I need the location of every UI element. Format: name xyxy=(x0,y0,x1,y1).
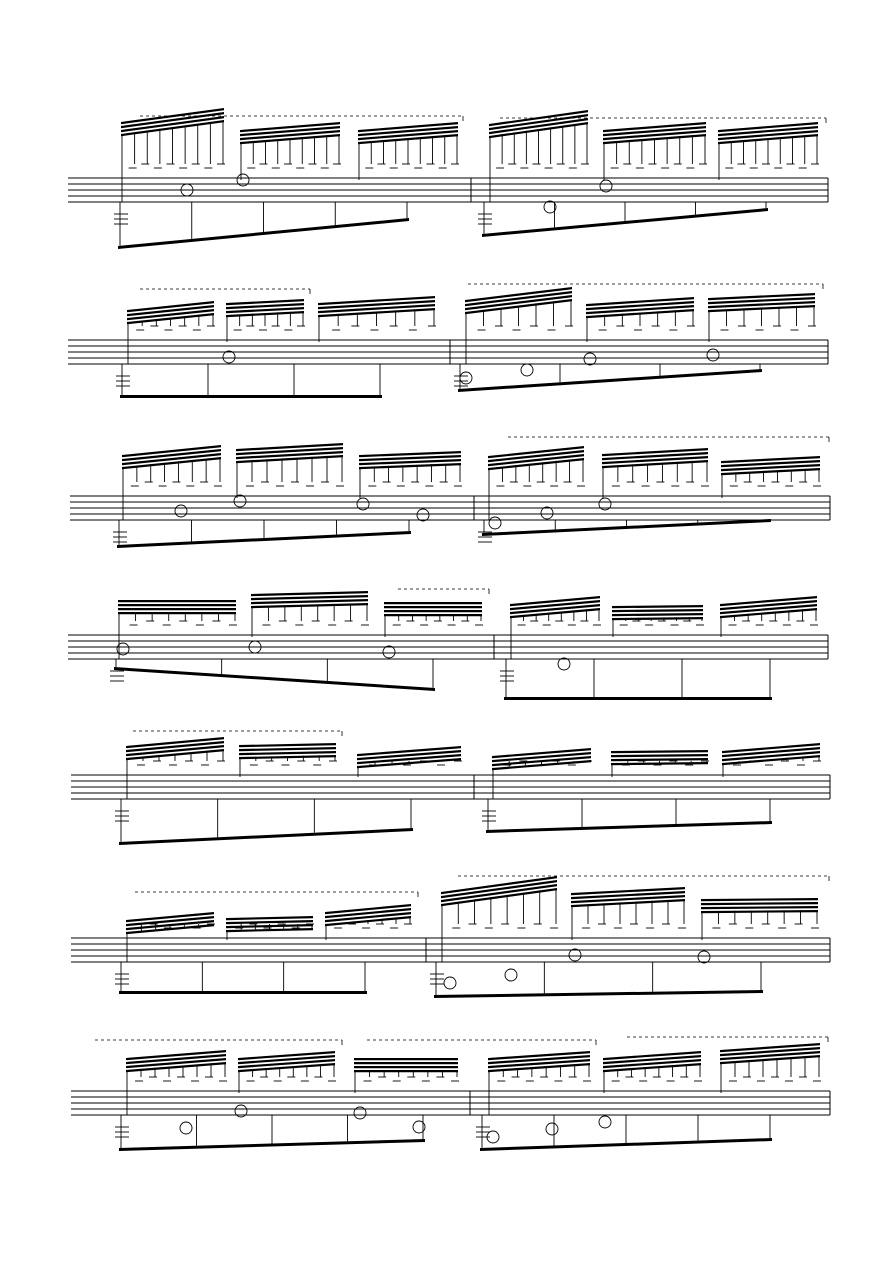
beam xyxy=(384,602,482,604)
beam xyxy=(120,395,382,398)
open-note-circle xyxy=(521,364,533,376)
beam-group xyxy=(441,876,558,962)
beam xyxy=(611,754,708,757)
system-4 xyxy=(68,589,828,700)
open-note-circle xyxy=(417,509,429,521)
open-note-circle xyxy=(584,353,596,365)
open-note-circle xyxy=(460,372,472,384)
beam xyxy=(504,697,772,700)
beam-group xyxy=(571,887,686,940)
beam-group xyxy=(722,743,821,777)
system-7 xyxy=(71,1037,830,1151)
beam-group xyxy=(325,904,412,940)
beam-group xyxy=(488,1051,591,1115)
staff xyxy=(71,938,830,962)
beam-group xyxy=(611,750,709,777)
system-1 xyxy=(68,108,828,249)
beam xyxy=(119,991,367,994)
beam-group xyxy=(602,448,709,498)
beam xyxy=(226,916,313,920)
lower-voice xyxy=(116,364,382,398)
beam-group xyxy=(251,591,369,637)
beam xyxy=(612,605,703,608)
beam xyxy=(251,599,368,604)
beam xyxy=(612,609,703,612)
lower-voice xyxy=(454,364,762,392)
lower-voice xyxy=(115,1115,425,1151)
beam-group xyxy=(318,296,436,342)
open-note-circle xyxy=(541,507,553,519)
beam xyxy=(612,613,703,616)
beam xyxy=(118,608,236,610)
open-note-circle xyxy=(558,658,570,670)
staff xyxy=(68,340,828,364)
system-6 xyxy=(71,876,830,998)
lower-voice xyxy=(110,659,435,691)
beam-group xyxy=(510,596,601,659)
beam-group xyxy=(612,605,704,637)
beam xyxy=(384,610,482,612)
beam xyxy=(226,920,313,924)
beam-group xyxy=(489,110,589,202)
beam-group xyxy=(721,456,821,498)
open-note-circle xyxy=(223,351,235,363)
beam-group xyxy=(121,108,225,202)
lower-voice xyxy=(115,962,367,994)
beam xyxy=(239,747,336,751)
open-note-circle xyxy=(175,505,187,517)
beam xyxy=(701,898,818,901)
beam xyxy=(701,906,818,909)
open-note-circle xyxy=(569,949,581,961)
beam-group xyxy=(126,912,215,962)
open-note-circle xyxy=(383,646,395,658)
open-note-circle xyxy=(698,951,710,963)
open-note-circle xyxy=(707,349,719,361)
open-note-circle xyxy=(505,969,517,981)
beam-group xyxy=(465,287,573,364)
beam xyxy=(611,758,708,761)
beam xyxy=(458,369,762,392)
beam xyxy=(701,902,818,905)
beam-group xyxy=(384,602,483,637)
lower-voice xyxy=(500,659,772,700)
beam xyxy=(354,1062,458,1064)
beam xyxy=(251,595,368,600)
beam xyxy=(118,604,236,606)
beam xyxy=(354,1066,458,1068)
lower-voice xyxy=(430,962,763,998)
beam xyxy=(119,828,413,845)
system-5 xyxy=(71,731,830,845)
staff xyxy=(71,1091,830,1115)
open-note-circle xyxy=(489,517,501,529)
beam-group xyxy=(492,748,592,799)
open-note-circle xyxy=(180,1122,192,1134)
beam xyxy=(611,750,708,753)
beam xyxy=(251,591,368,596)
beam-group xyxy=(226,299,305,342)
beam-group xyxy=(126,1050,227,1115)
beam-group xyxy=(126,737,225,799)
beam xyxy=(434,990,763,998)
beam-group xyxy=(226,916,314,940)
system-2 xyxy=(68,284,828,398)
beam-group xyxy=(127,301,215,364)
open-note-circle xyxy=(234,495,246,507)
lower-voice xyxy=(478,202,768,237)
beam-group xyxy=(603,1051,702,1093)
lower-voice xyxy=(113,520,411,548)
beam-group xyxy=(701,898,819,940)
beam xyxy=(239,743,336,747)
beam-group xyxy=(240,122,341,180)
beam-group xyxy=(122,445,222,520)
beam-group xyxy=(586,297,695,342)
beam xyxy=(239,751,336,755)
beam xyxy=(384,606,482,608)
beam xyxy=(354,1058,458,1060)
beam-group xyxy=(359,451,462,498)
lower-voice xyxy=(482,799,772,833)
beam-group xyxy=(239,743,337,777)
beam-group xyxy=(357,746,462,777)
beam-group xyxy=(358,122,459,180)
beam xyxy=(114,667,435,691)
lower-voice xyxy=(478,519,771,542)
beam xyxy=(118,600,236,602)
beam-group xyxy=(488,446,585,520)
beam-group xyxy=(118,600,237,659)
beam-group xyxy=(354,1058,459,1093)
staff xyxy=(68,178,828,202)
beam xyxy=(486,821,772,833)
beam-group xyxy=(708,293,816,342)
open-note-circle xyxy=(599,1116,611,1128)
lower-voice xyxy=(115,799,413,845)
system-3 xyxy=(70,437,830,548)
open-note-circle xyxy=(444,977,456,989)
beam-group xyxy=(238,1051,336,1093)
staff xyxy=(71,775,830,799)
beam-group xyxy=(603,122,707,180)
beam-group xyxy=(718,122,819,180)
beam-group xyxy=(720,1043,821,1093)
beam-group xyxy=(720,596,818,637)
beam-group xyxy=(236,443,344,498)
open-note-circle xyxy=(546,1123,558,1135)
lower-voice xyxy=(114,202,409,249)
staff xyxy=(68,635,828,659)
lower-voice xyxy=(476,1115,772,1151)
